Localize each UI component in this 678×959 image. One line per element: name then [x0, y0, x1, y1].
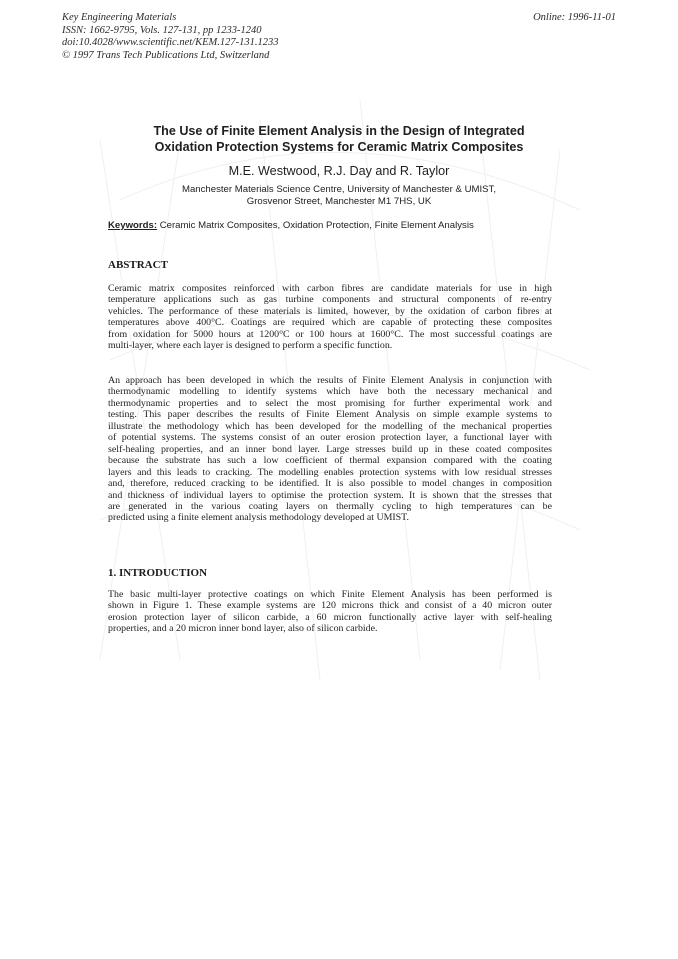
- paper-title-line: The Use of Finite Element Analysis in the Design of Integrated: [153, 124, 525, 138]
- journal-name: Key Engineering Materials: [62, 12, 177, 23]
- text-line: self-healing properties, and an inner bond layer. Large stresses build up in these coated composites: [108, 443, 552, 455]
- online-date: Online: 1996-11-01: [533, 12, 616, 23]
- copyright-line: © 1997 Trans Tech Publications Ltd, Switzerland: [62, 49, 270, 61]
- text-line: shown in Figure 1. These example systems are 120 microns thick and consist of a 40 micron outer: [108, 600, 552, 612]
- affiliation-line: Grosvenor Street, Manchester M1 7HS, UK: [246, 195, 432, 207]
- affiliation-line: Manchester Materials Science Centre, University of Manchester & UMIST,: [181, 184, 497, 195]
- text-line: because the substrate has such a low coefficient of thermal expansion compared with the coating: [108, 455, 552, 467]
- text-line: testing. This paper describes the results of Finite Element Analysis on simple example systems to: [108, 409, 552, 421]
- text-line: predicted using a finite element analysis methodology developed at UMIST.: [108, 512, 409, 524]
- text-line: layers and this leads to cracking. The modelling enables protection systems with low residual stresses: [108, 466, 552, 478]
- text-line: and thickness of individual layers to optimise the protection system. It is shown that the stresses that: [108, 489, 552, 501]
- text-line: properties, and a 20 micron inner bond layer, also of silicon carbide.: [108, 623, 378, 635]
- text-line: thermodynamic properties and to select the most promising for further experimental work and: [108, 397, 552, 409]
- text-line: of potential systems. The systems consist of an outer erosion protection layer, a functional layer with: [108, 432, 552, 444]
- journal-header: [62, 12, 279, 62]
- paper-title: [108, 123, 570, 155]
- text-line: An approach has been developed in which the results of Finite Element Analysis in conjunction with: [108, 375, 552, 386]
- text-line: The basic multi-layer protective coatings on which Finite Element Analysis has been performed is: [108, 589, 552, 600]
- keywords-line: [108, 220, 474, 232]
- text-line: vehicles. The performance of these materials is limited, however, by the oxidation of carbon fibres at: [108, 305, 552, 317]
- text-line: erosion protection layer of silicon carbide, a 60 micron functionally active layer with self-healing: [108, 611, 552, 623]
- introduction-heading: 1. INTRODUCTION: [108, 567, 208, 579]
- doi-line: doi:10.4028/www.scientific.net/KEM.127-131.1233: [62, 37, 279, 48]
- text-line: multi-layer, where each layer is designed to perform a specific function.: [108, 340, 393, 352]
- text-line: temperature applications such as gas turbine components and structural components of re-entry: [108, 294, 552, 306]
- text-line: temperatures above 400°C. Coatings are required which are capable of protecting these composites: [108, 317, 552, 329]
- author-affiliation: [108, 184, 570, 207]
- text-line: illustrate the methodology which has been developed for the modelling of the mechanical properties: [108, 420, 552, 432]
- abstract-paragraph-1: [108, 283, 552, 352]
- text-line: and, therefore, reduced cracking to be identified. It is also possible to model changes in composition: [108, 478, 552, 490]
- text-line: Ceramic matrix composites reinforced with carbon fibres are candidate materials for use in high: [108, 283, 552, 294]
- keywords-text: Ceramic Matrix Composites, Oxidation Protection, Finite Element Analysis: [157, 220, 474, 231]
- text-line: are generated in the various coating layers on thermally cycling to high temperatures can be: [108, 500, 552, 512]
- abstract-paragraph-2: [108, 375, 552, 524]
- text-line: from oxidation for 5000 hours at 1200°C or 100 hours at 1600°C. The most successful coatings are: [108, 328, 552, 340]
- author-list: M.E. Westwood, R.J. Day and R. Taylor: [228, 164, 450, 178]
- abstract-heading: ABSTRACT: [108, 259, 168, 271]
- keywords-label: Keywords:: [108, 220, 158, 231]
- paper-title-line: Oxidation Protection Systems for Ceramic Matrix Composites: [154, 140, 524, 154]
- issn-line: ISSN: 1662-9795, Vols. 127-131, pp 1233-1240: [62, 24, 262, 36]
- introduction-paragraph-1: [108, 589, 552, 635]
- text-line: thermodynamic modelling to identify systems which have both the necessary mechanical and: [108, 386, 552, 398]
